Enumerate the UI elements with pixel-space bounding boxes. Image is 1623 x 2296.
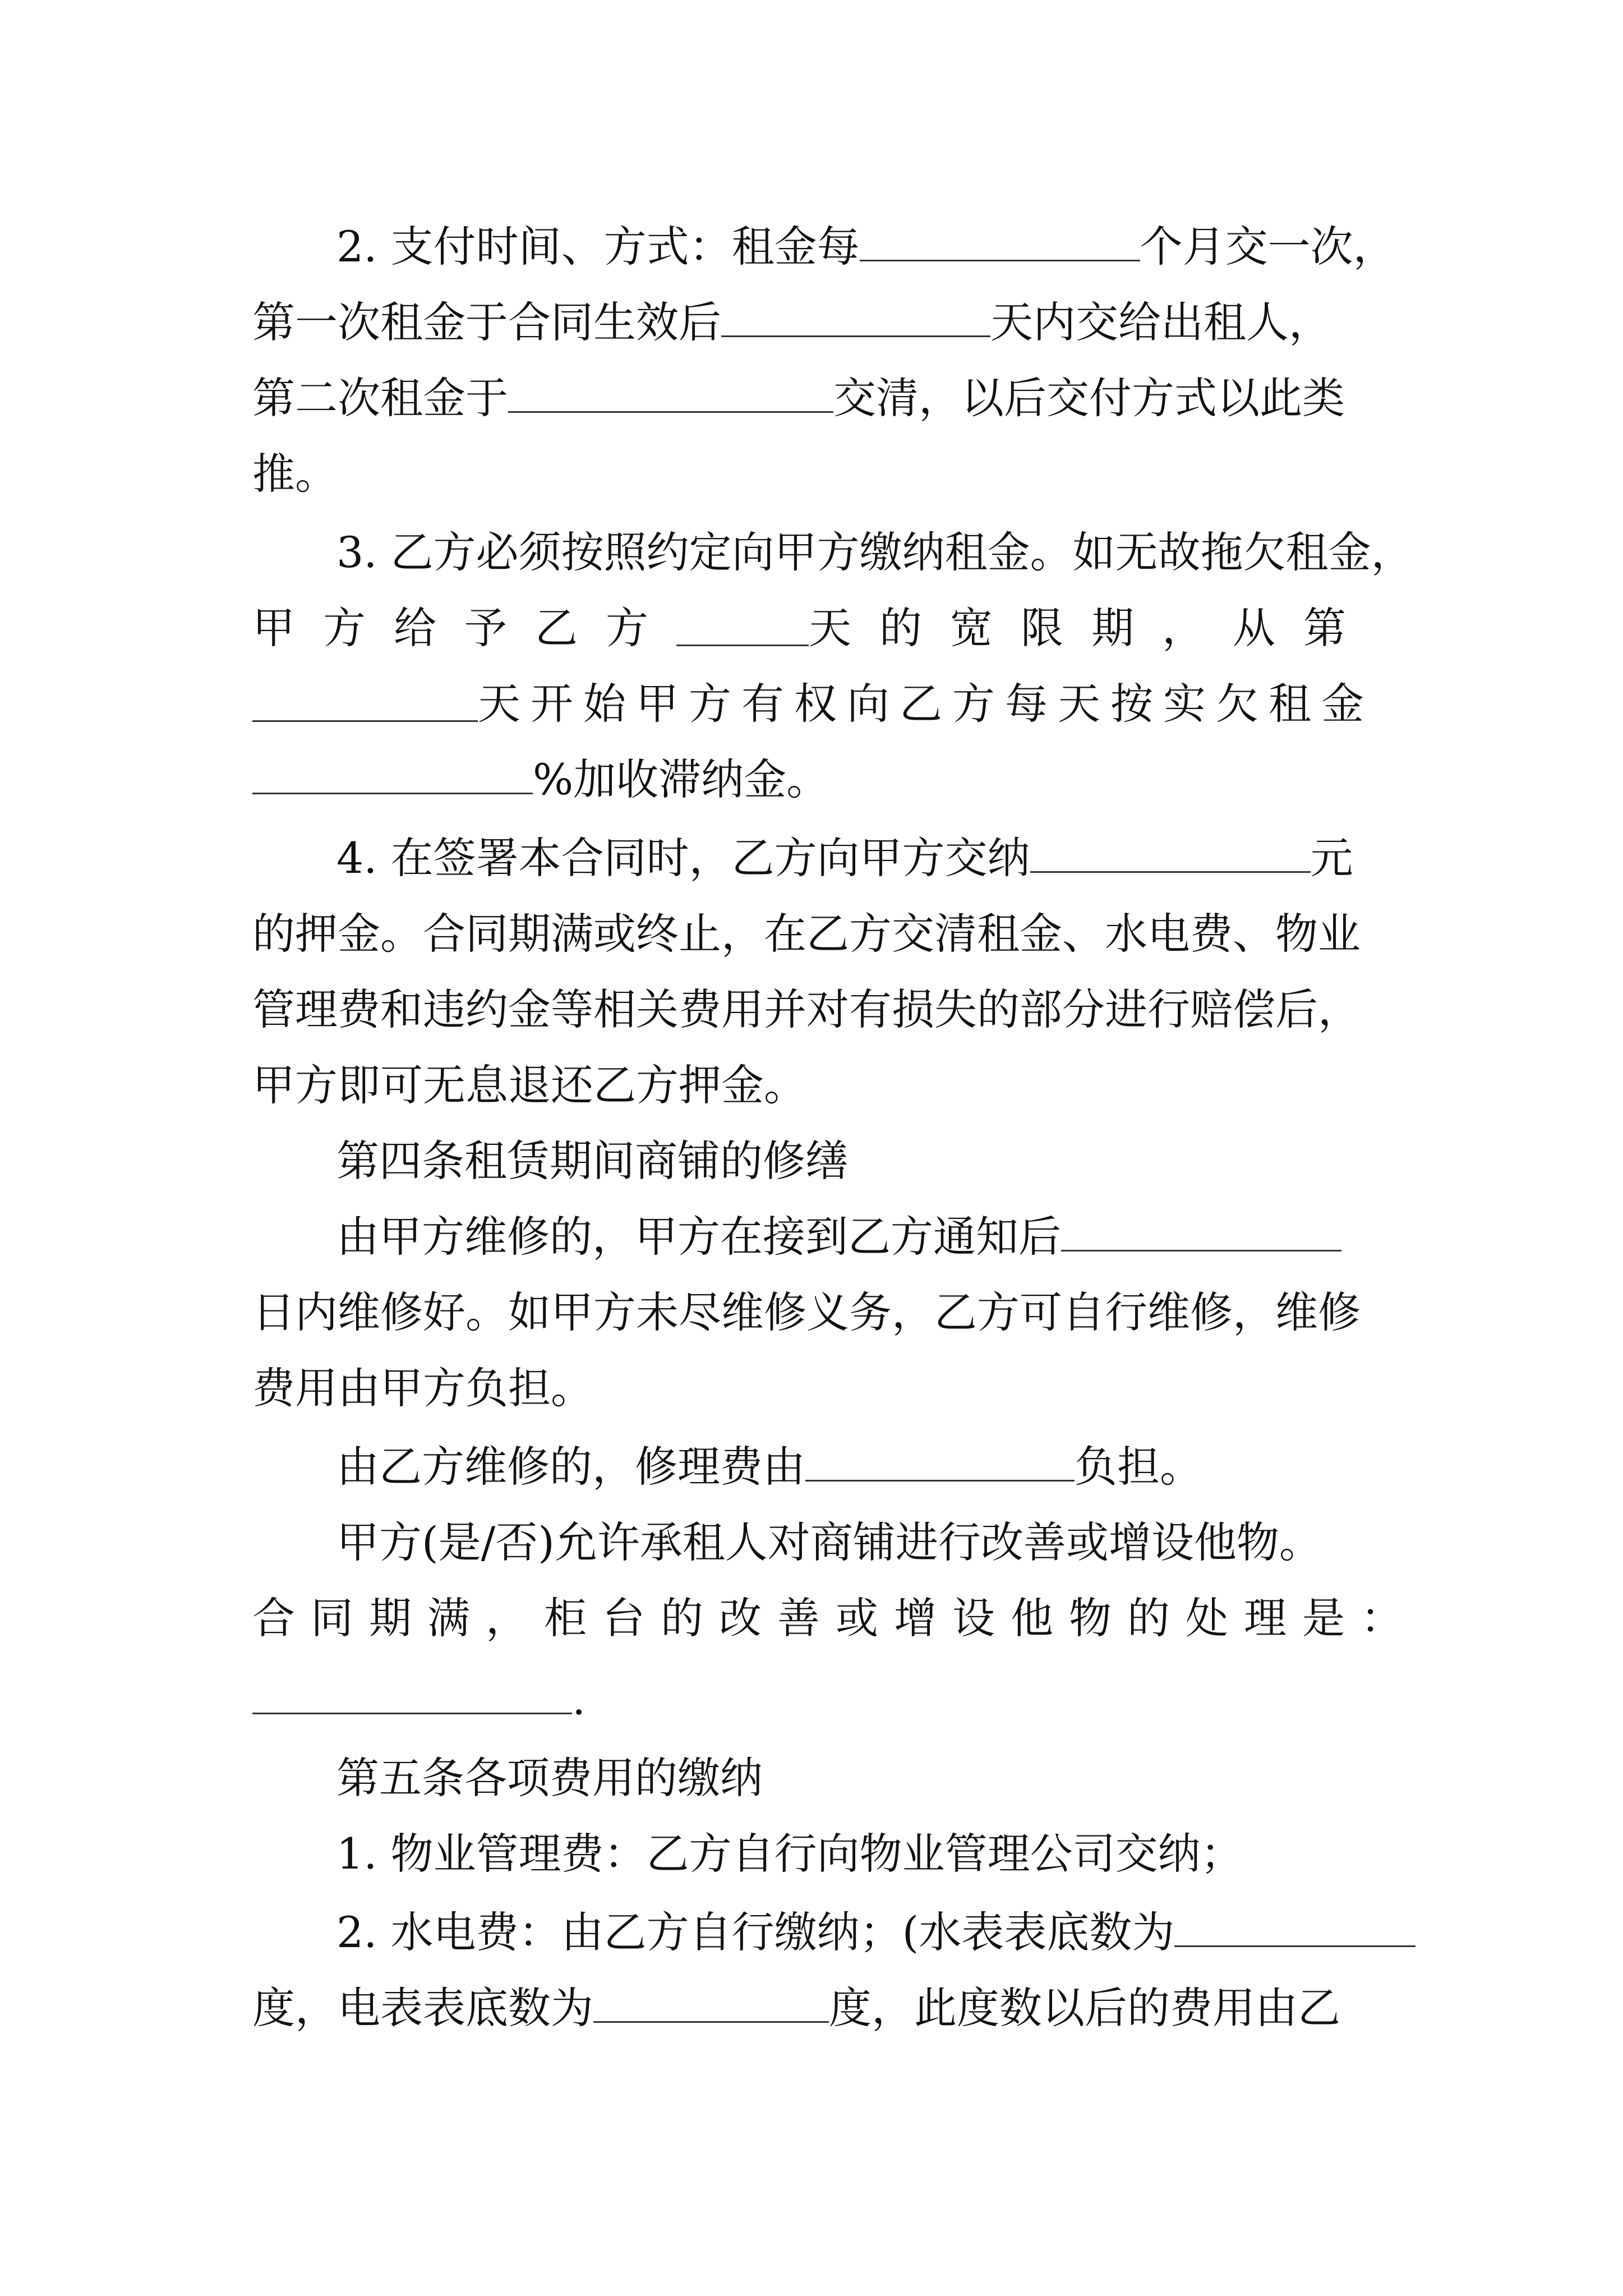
- text-line: [252, 1046, 1374, 1125]
- text-segment: 甲方给予乙方: [252, 603, 676, 653]
- text-segment: 1. 物业管理费：乙方自行向物业管理公司交纳；: [336, 1829, 1243, 1879]
- text-segment: 第一次租金于合同生效后: [252, 297, 721, 347]
- text-segment: 甲方(是/否)允许承租人对商铺进行改善或增设他物。: [336, 1517, 1322, 1567]
- text-line: [336, 1503, 1374, 1582]
- text-segment: 管理费和违约金等相关费用并对有损失的部分进行赔偿后，: [252, 984, 1361, 1034]
- text-segment: 天内交给出租人，: [990, 297, 1331, 347]
- fill-in-blank[interactable]: [721, 291, 990, 337]
- text-line: [252, 359, 1374, 438]
- fill-in-blank[interactable]: [593, 1976, 829, 2023]
- text-segment: 度，电表表底数为: [252, 1983, 593, 2033]
- text-line: [336, 1198, 1374, 1276]
- text-segment: 第四条租赁期间商铺的修缮: [336, 1136, 848, 1186]
- text-line: [336, 208, 1396, 286]
- text-line: [252, 589, 1374, 668]
- text-segment: 3. 乙方必须按照约定向甲方缴纳租金。如无故拖欠租金，: [336, 527, 1414, 577]
- fill-in-blank[interactable]: [508, 366, 833, 413]
- text-line: [252, 740, 1374, 819]
- text-segment: 天开始甲方有权向乙方每天按实欠租金: [478, 679, 1374, 729]
- text-line: [252, 1273, 1374, 1352]
- text-segment: 2. 支付时间、方式：租金每: [336, 222, 860, 272]
- fill-in-blank[interactable]: [252, 748, 533, 794]
- text-line: [252, 1969, 1374, 2047]
- fill-in-blank[interactable]: [805, 1435, 1075, 1481]
- text-segment: 第二次租金于: [252, 373, 508, 423]
- text-line: [252, 435, 1374, 513]
- text-line: [252, 895, 1374, 973]
- text-segment: 元: [1310, 833, 1353, 883]
- fill-in-blank[interactable]: [1174, 1901, 1415, 1947]
- fill-in-blank[interactable]: [1061, 1205, 1341, 1251]
- text-line: [252, 283, 1374, 362]
- text-line: [252, 970, 1374, 1049]
- section-heading: [336, 1122, 1374, 1200]
- text-segment: 4. 在签署本合同时，乙方向甲方交纳: [336, 833, 1030, 883]
- text-segment: 日内维修好。如甲方未尽维修义务，乙方可自行维修，维修: [252, 1287, 1361, 1337]
- text-segment: 由甲方维修的，甲方在接到乙方通知后: [336, 1212, 1061, 1262]
- text-line: [336, 1428, 1374, 1506]
- text-segment: 个月交一次，: [1140, 222, 1396, 272]
- text-line: [336, 513, 1414, 592]
- text-line: [252, 1660, 1374, 1739]
- text-segment: 甲方即可无息退还乙方押金。: [252, 1060, 806, 1110]
- text-line: [336, 1815, 1374, 1893]
- fill-in-blank[interactable]: [252, 1668, 572, 1714]
- text-segment: 的押金。合同期满或终止，在乙方交清租金、水电费、物业: [252, 909, 1361, 959]
- text-line: [252, 1579, 1419, 1658]
- text-segment: 天的宽限期，从第: [809, 603, 1374, 653]
- text-line: [252, 1349, 1374, 1428]
- text-segment: 交清，以后交付方式以此类: [833, 373, 1345, 423]
- fill-in-blank[interactable]: [676, 645, 809, 646]
- text-line: [252, 665, 1374, 743]
- fill-in-blank[interactable]: [1030, 826, 1311, 873]
- fill-in-blank[interactable]: [860, 215, 1140, 261]
- text-segment: 度，此度数以后的费用由乙: [829, 1983, 1340, 2033]
- text-segment: .: [572, 1674, 586, 1724]
- text-segment: 推。: [252, 449, 338, 499]
- text-line: [336, 1893, 1374, 1972]
- text-segment: 合同期满，柜台的改善或增设他物的处理是：: [252, 1593, 1419, 1643]
- text-segment: 2. 水电费：由乙方自行缴纳；(水表表底数为: [336, 1907, 1175, 1957]
- section-heading: [336, 1739, 1374, 1818]
- text-line: [336, 819, 1374, 898]
- text-segment: 费用由甲方负担。: [252, 1363, 593, 1413]
- text-segment: 由乙方维修的，修理费由: [336, 1442, 805, 1492]
- text-segment: 负担。: [1075, 1442, 1202, 1492]
- fill-in-blank[interactable]: [252, 720, 478, 722]
- text-segment: 第五条各项费用的缴纳: [336, 1753, 763, 1803]
- text-segment: %加收滞纳金。: [533, 754, 829, 804]
